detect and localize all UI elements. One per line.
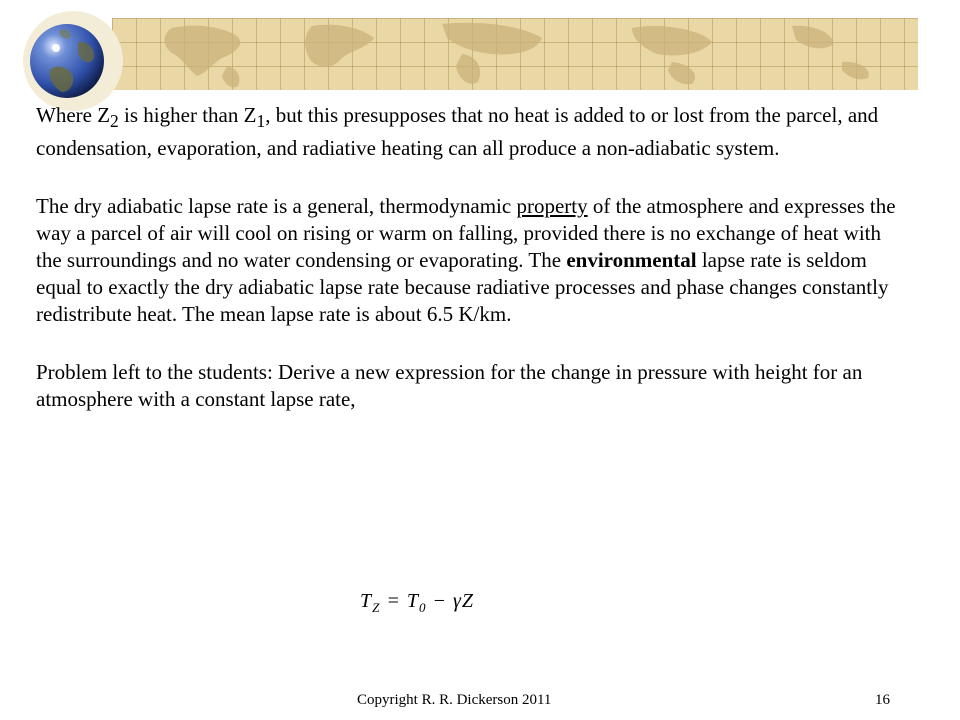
paragraph-lapse-rate [36,193,896,328]
formula-rest: − γZ [426,590,474,612]
slide-body [36,102,896,413]
paragraph-adiabatic-condition [36,102,896,162]
lapse-rate-formula [360,590,474,616]
paragraph-1-text-c: , but this presupposes that no heat is added to or lost from the parcel, and condensation, evaporation, and radiative heating can all produce a non-adiabatic system. [36,103,879,161]
paragraph-1-text-a: Where Z [36,103,111,127]
formula-equals: = [380,590,407,612]
paragraph-2-text-a: The dry adiabatic lapse rate is a general, thermodynamic [36,194,517,219]
property-link[interactable]: property [516,194,588,219]
globe-icon [20,8,126,114]
formula-lhs-sub: Z [372,600,381,615]
formula-lhs: T [360,590,373,612]
environmental-bold-term: environmental [566,248,697,273]
world-map-banner [112,18,918,90]
paragraph-1-text-b: is higher than Z [118,103,257,127]
page-number: 16 [875,692,890,708]
paragraph-problem: Problem left to the students: Derive a new expression for the change in pressure with height for an atmosphere with a constant lapse rate, [36,360,863,412]
copyright-footer: Copyright R. R. Dickerson 2011 [357,692,552,708]
paragraph-2-text-c: lapse rate is seldom equal to exactly the dry adiabatic lapse rate because radiative processes and phase changes constantly redistribute heat. The mean lapse rate is about 6.5 K/km. [36,248,889,327]
formula-t: T [406,590,419,612]
paragraph-1-sub-a: 2 [110,111,119,132]
paragraph-2-text-b: of the atmosphere and expresses the way a parcel of air will cool on rising or warm on falling, provided there is no exchange of heat with the surroundings and no water condensing or evaporating. The [36,194,896,273]
world-map-icon [112,18,918,90]
formula-t-sub: 0 [418,600,427,615]
paragraph-1-sub-b: 1 [256,111,266,132]
